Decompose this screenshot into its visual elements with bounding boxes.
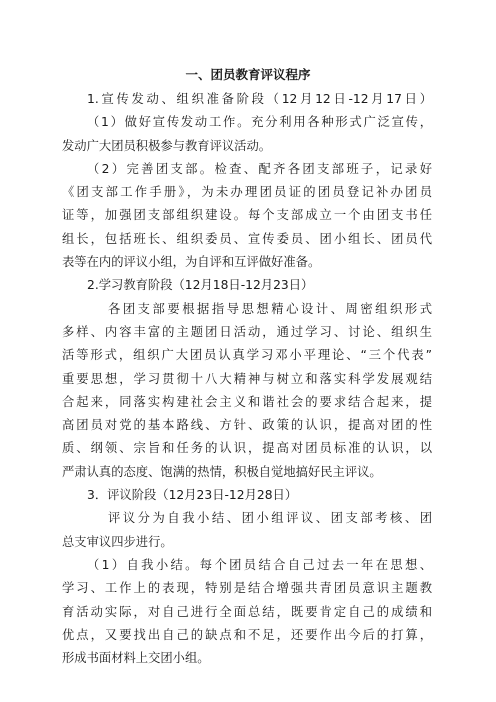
paragraph-line: 学习、工作上的表现，特别是结合增强共青团员意识主题教: [62, 581, 432, 596]
paragraph-line: 合起来，同落实构建社会主义和谐社会的要求结合起来，提: [62, 394, 432, 409]
paragraph-line: 高团员对党的基本路线、方针、政策的认识，提高对团的性: [62, 418, 432, 433]
section-title: 一、团员教育评议程序: [185, 67, 311, 82]
paragraph-line: 各团支部要根据指导思想精心设计、周密组织形式: [108, 301, 432, 316]
paragraph-line: 多样、内容丰富的主题团日活动，通过学习、讨论、组织生: [62, 324, 432, 339]
paragraph-line: 《团支部工作手册》，为未办理团员证的团员登记补办团员: [62, 185, 432, 200]
document-body: [62, 88, 432, 670]
paragraph-line: 总支审议四步进行。: [62, 534, 173, 549]
paragraph-line: 优点，又要找出自己的缺点和不足，还要作出今后的打算，: [62, 627, 432, 642]
paragraph-line: 活等形式，组织广大团员认真学习邓小平理论、“三个代表”: [62, 348, 432, 363]
stage-1-heading: 1.宣传发动、组织准备阶段（12月12日-12月17日）: [87, 92, 432, 106]
paragraph-line: 组长，包括班长、组织委员、宣传委员、团小组长、团员代: [62, 231, 432, 246]
paragraph-line: 形成书面材料上交团小组。: [62, 651, 210, 666]
paragraph-line: 表等在内的评议小组，为自评和互评做好准备。: [62, 255, 321, 270]
paragraph-line: （1）自我小结。每个团员结合自己过去一年在思想、: [87, 557, 432, 572]
paragraph-line: 严肃认真的态度、饱满的热情，积极自觉地搞好民主评议。: [62, 464, 382, 479]
paragraph-line: 质、纲领、宗旨和任务的认识，提高对团员标准的认识，以: [62, 441, 432, 456]
paragraph-line: 发动广大团员积极参与教育评议活动。: [62, 138, 272, 153]
paragraph-line: 评议分为自我小结、团小组评议、团支部考核、团: [108, 511, 432, 526]
paragraph-line: 育活动实际，对自己进行全面总结，既要肯定自己的成绩和: [62, 604, 432, 619]
stage-3-heading: 3．评议阶段（12月23日-12月28日）: [87, 488, 298, 503]
paragraph-line: 证等，加强团支部组织建设。每个支部成立一个由团支书任: [62, 208, 432, 223]
paragraph-line: （2）完善团支部。检查、配齐各团支部班子，记录好: [87, 161, 432, 176]
stage-2-heading: 2.学习教育阶段（12月18日-12月23日）: [87, 278, 314, 293]
paragraph-line: 重要思想，学习贯彻十八大精神与树立和落实科学发展观结: [62, 371, 432, 386]
paragraph-line: （1）做好宣传发动工作。充分利用各种形式广泛宣传，: [87, 115, 432, 130]
